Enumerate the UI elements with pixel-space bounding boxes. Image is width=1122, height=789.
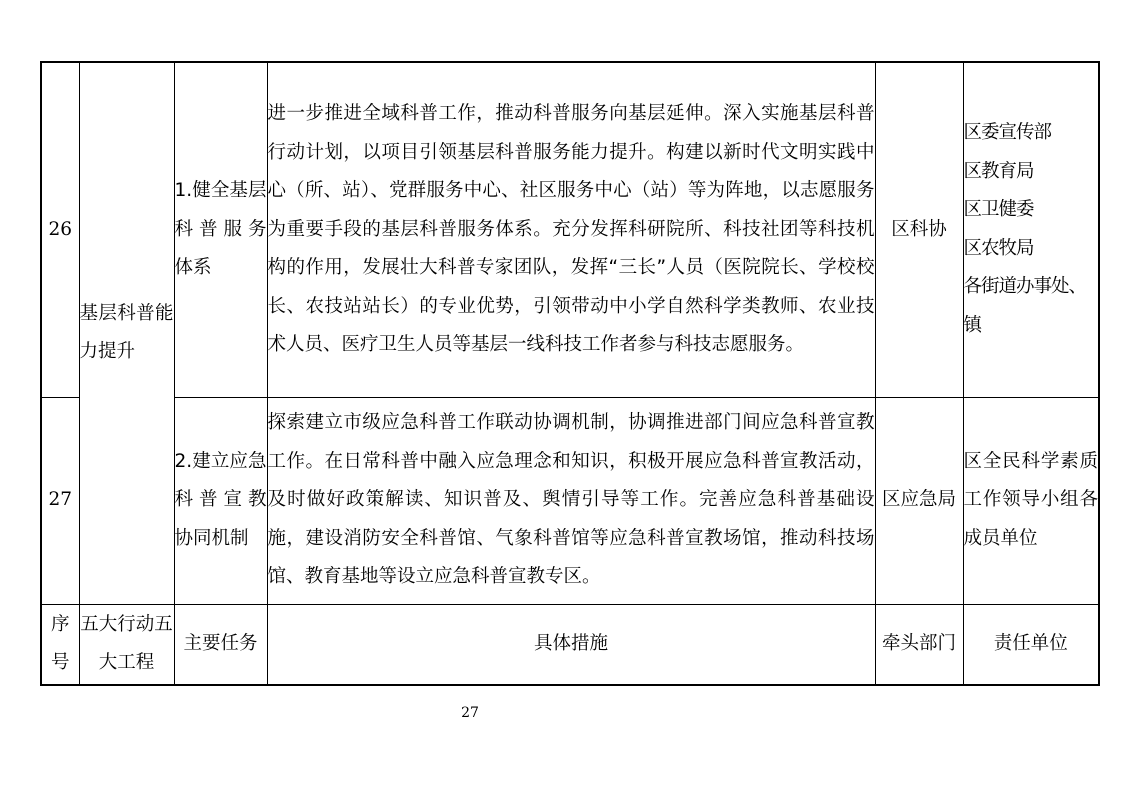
row-27-lead-department: 区应急局 (875, 397, 963, 604)
header-specific-measures: 具体措施 (267, 604, 875, 685)
responsible-unit: 区农牧局 (963, 237, 1034, 259)
row-26-responsible-units (963, 62, 1099, 397)
table-row-27 (41, 397, 1099, 604)
header-responsible-unit: 责任单位 (963, 604, 1099, 685)
row-26-number: 26 (41, 62, 79, 397)
responsible-unit: 区委宣传部 (963, 122, 1052, 144)
responsible-unit: 各街道办事处、 (963, 276, 1087, 298)
responsible-unit: 区全民科学素质工作领导小组各成员单位 (963, 450, 1098, 549)
header-five-actions-projects: 五大行动五大工程 (79, 604, 174, 685)
row-26-lead-department: 区科协 (875, 62, 963, 397)
row-26-category: 基层科普能力提升 (79, 62, 174, 604)
row-27-task: 2.建立应急科普宣教协同机制 (174, 397, 267, 604)
row-27-responsible-units (963, 397, 1099, 604)
row-26-measures: 进一步推进全域科普工作，推动科普服务向基层延伸。深入实施基层科普行动计划，以项目引领基层科普服务能力提升。构建以新时代文明实践中心（所、站）、党群服务中心、社区服务中心（站）等为阵地，以志愿服务为重要手段的基层科普服务体系。充分发挥科研院所、科技社团等科技机构的作用，发展壮大科普专家团队，发挥“三长”人员（医院院长、学校校长、农技站站长）的专业优势，引领带动中小学自然科学类教师、农业技术人员、医疗卫生人员等基层一线科技工作者参与科技志愿服务。 (267, 62, 875, 397)
table-row-26 (41, 62, 1099, 397)
header-main-tasks: 主要任务 (174, 604, 267, 685)
work-plan-table (40, 61, 1100, 686)
row-27-number: 27 (41, 397, 79, 604)
row-27-measures: 探索建立市级应急科普工作联动协调机制，协调推进部门间应急科普宣教工作。在日常科普中融入应急理念和知识，积极开展应急科普宣教活动，及时做好政策解读、知识普及、舆情引导等工作。完善应急科普基础设施，建设消防安全科普馆、气象科普馆等应急科普宣教场馆，推动科技场馆、教育基地等设立应急科普宣教专区。 (267, 397, 875, 604)
row-26-task: 1.健全基层科普服务体系 (174, 62, 267, 397)
page-number: 27 (461, 705, 479, 721)
table-header-row (41, 604, 1099, 685)
responsible-unit: 镇 (963, 314, 982, 336)
header-lead-department: 牵头部门 (875, 604, 963, 685)
header-serial-number: 序号 (41, 604, 79, 685)
responsible-unit: 区卫健委 (963, 199, 1034, 221)
responsible-unit: 区教育局 (963, 160, 1034, 182)
